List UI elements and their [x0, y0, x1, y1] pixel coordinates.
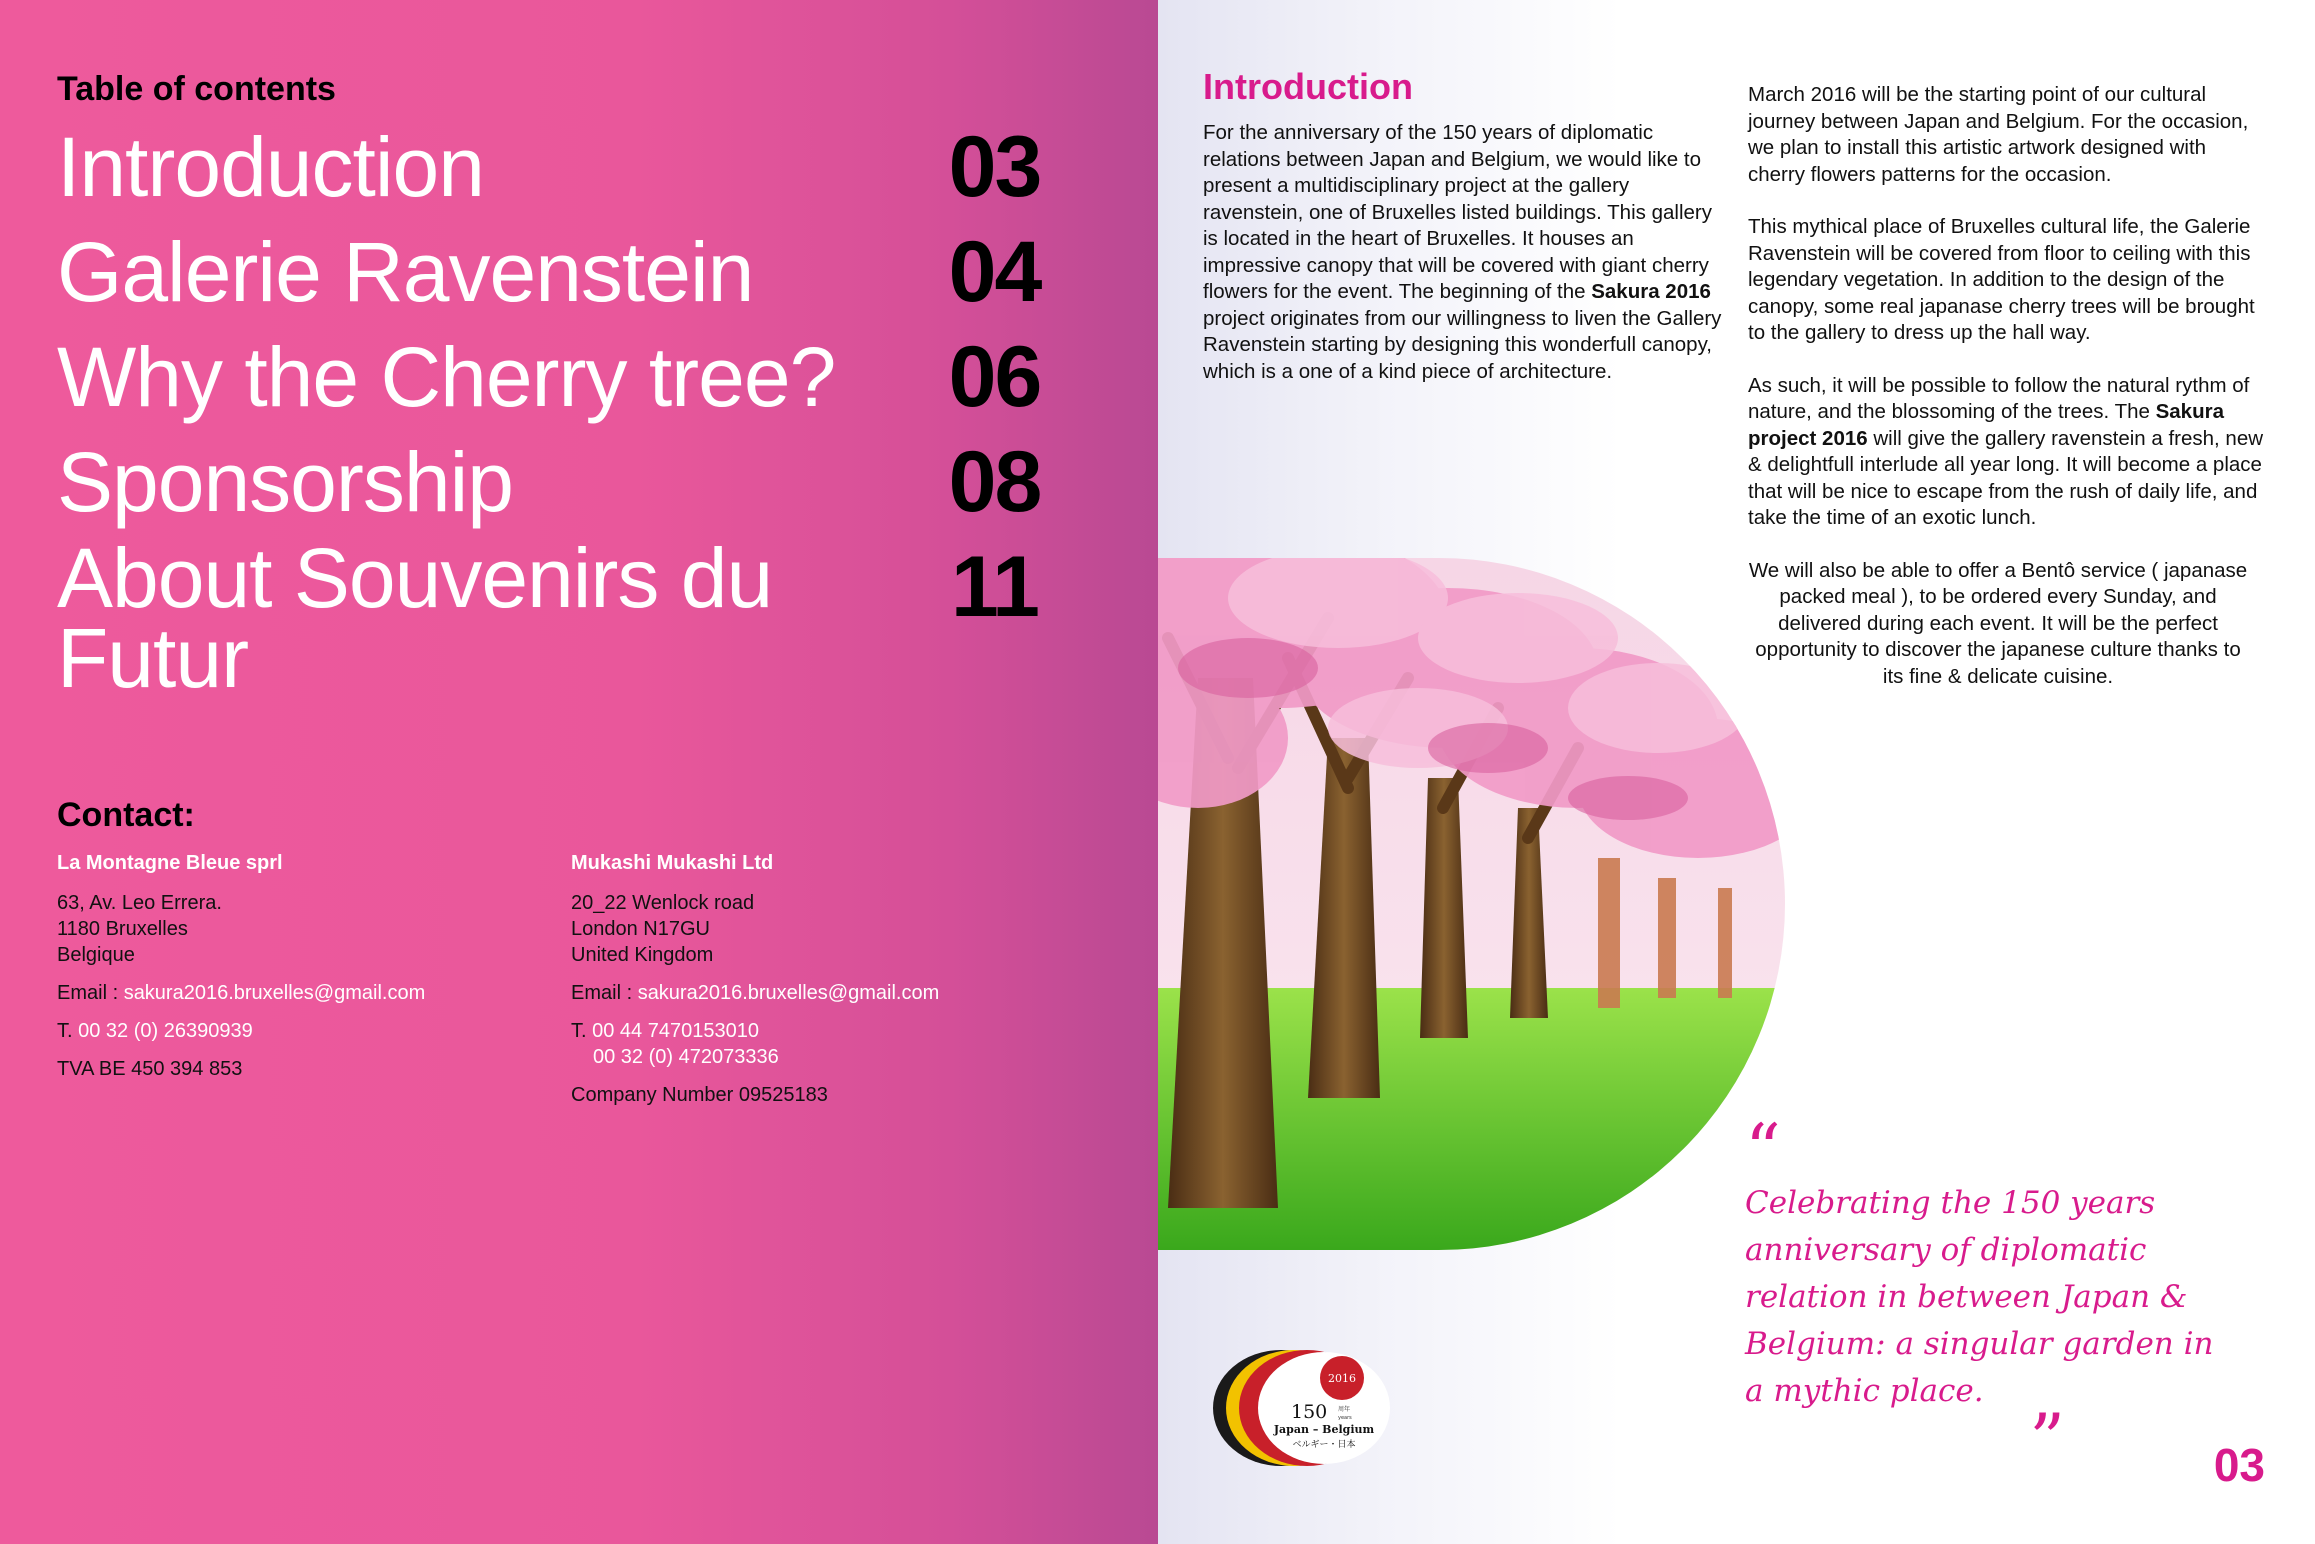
- quote-close-mark: ”: [2029, 1399, 2065, 1481]
- intro-title: Introduction: [1203, 66, 1413, 107]
- contact-left: [57, 850, 537, 1094]
- text-run: For the anniversary of the 150 years of diplomatic relations between Japan and Belgium, we would like to present a multidisciplinary project at the gallery ravenstein, one of Bruxelles listed buildings. This gallery is located in the heart of Bruxelles. It houses an impressive canopy that will be covered with giant cherry flowers for the event. The beginning of the: [1203, 121, 1712, 303]
- company-number: Company Number 09525183: [571, 1084, 828, 1106]
- toc-item[interactable]: [57, 118, 1047, 223]
- contact-right: [571, 850, 1051, 1120]
- logo-line1: Japan – Belgium: [1273, 1423, 1375, 1436]
- paragraph: March 2016 will be the starting point of our cultural journey between Japan and Belgium. For the occasion, we plan to install this artistic artwork designed with cherry flowers patterns for the occasion.: [1748, 83, 2249, 186]
- address-line: 1180 Bruxelles: [57, 918, 188, 940]
- pull-quote: [1745, 1109, 2225, 1481]
- text-run: As such, it will be possible to follow the natural rythm of nature, and the blossoming of the trees. The: [1748, 373, 2250, 423]
- japan-belgium-150-logo: [1206, 1340, 1416, 1475]
- address-line: Belgique: [57, 944, 135, 966]
- email-link[interactable]: sakura2016.bruxelles@gmail.com: [123, 982, 426, 1004]
- toc-item-label: Galerie Ravenstein: [57, 225, 754, 319]
- email-link[interactable]: sakura2016.bruxelles@gmail.com: [637, 982, 940, 1004]
- company-name: Mukashi Mukashi Ltd: [571, 852, 774, 874]
- logo-year: 2016: [1328, 1372, 1356, 1385]
- toc-item-page: 04: [948, 224, 1041, 320]
- paragraph: We will also be able to offer a Bentô service ( japanase packed meal ), to be ordered every Sunday, and delivered during each event. It will be the perfect opportunity to discover the japanese culture thanks to its fine & delicate cuisine.: [1748, 558, 2248, 688]
- phone-row: [57, 1018, 537, 1044]
- email-label: Email :: [57, 982, 124, 1004]
- toc-item-label: Why the Cherry tree?: [57, 330, 836, 424]
- toc-item-page: 06: [948, 329, 1041, 425]
- logo-number: 150: [1291, 1401, 1328, 1423]
- email-row: [57, 980, 537, 1006]
- address: [57, 890, 537, 968]
- company-name: La Montagne Bleue sprl: [57, 852, 283, 874]
- phone-link[interactable]: 00 32 (0) 26390939: [78, 1020, 253, 1042]
- address-line: London N17GU: [571, 918, 710, 940]
- quote-text: Celebrating the 150 years anniversary of diplomatic relation in between Japan & Belgium: a singular garden in a mythic place.: [1745, 1185, 2214, 1409]
- page-number: 03: [2213, 1439, 2265, 1491]
- toc-item-page: 08: [948, 434, 1041, 530]
- toc-item-label: Introduction: [57, 120, 484, 214]
- logo-line2: ベルギー・日本: [1292, 1440, 1356, 1450]
- email-row: [571, 980, 1051, 1006]
- toc-title: Table of contents: [57, 70, 336, 108]
- email-label: Email :: [571, 982, 638, 1004]
- phone-link[interactable]: 00 44 7470153010: [592, 1020, 759, 1042]
- phone-label: T.: [57, 1020, 79, 1042]
- contact-title: Contact:: [57, 796, 195, 834]
- intro-paragraph: [1203, 120, 1723, 385]
- logo-small-jp: 周年: [1338, 1406, 1351, 1413]
- toc-item-page: 03: [948, 119, 1041, 215]
- paragraph: This mythical place of Bruxelles cultural life, the Galerie Ravenstein will be covered from floor to ceiling with this legendary vegetation. In addition to the design of the canopy, some real japanase cherry trees will be brought to the gallery to dress up the hall way.: [1748, 215, 2255, 344]
- toc-item-page: 11: [951, 539, 1038, 635]
- toc-item-label: Sponsorship: [57, 435, 513, 529]
- paragraph: [1748, 373, 2268, 532]
- address-line: 20_22 Wenlock road: [571, 892, 755, 914]
- toc-item-label: About Souvenirs du Futur: [57, 531, 773, 705]
- vat-number: TVA BE 450 394 853: [57, 1058, 243, 1080]
- text-bold: Sakura 2016: [1591, 280, 1711, 303]
- intro-column-right: [1748, 82, 2268, 716]
- phone-link[interactable]: 00 32 (0) 472073336: [593, 1046, 779, 1068]
- text-run: project originates from our willingness to liven the Gallery Ravenstein starting by designing this wonderfull canopy, which is a one of a kind piece of architecture.: [1203, 306, 1722, 383]
- address: [571, 890, 1051, 968]
- text-bold: Sakura project 2016: [1748, 400, 2224, 450]
- toc-item[interactable]: [57, 531, 1047, 705]
- toc-item[interactable]: [57, 433, 1047, 538]
- table-of-contents: [57, 118, 1047, 705]
- text-run: will give the gallery ravenstein a fresh, new & delightfull interlude all year long. It will become a place that will be nice to escape from the rush of daily life, and take the time of an exotic lunch.: [1748, 426, 2264, 529]
- logo-small-en: years: [1338, 1415, 1352, 1421]
- phone-label: T.: [571, 1020, 593, 1042]
- address-line: United Kingdom: [571, 944, 714, 966]
- toc-item[interactable]: [57, 328, 1047, 433]
- phone-row: [571, 1018, 1051, 1070]
- quote-open-mark: “: [1745, 1109, 1781, 1191]
- address-line: 63, Av. Leo Errera.: [57, 892, 222, 914]
- toc-item[interactable]: [57, 223, 1047, 328]
